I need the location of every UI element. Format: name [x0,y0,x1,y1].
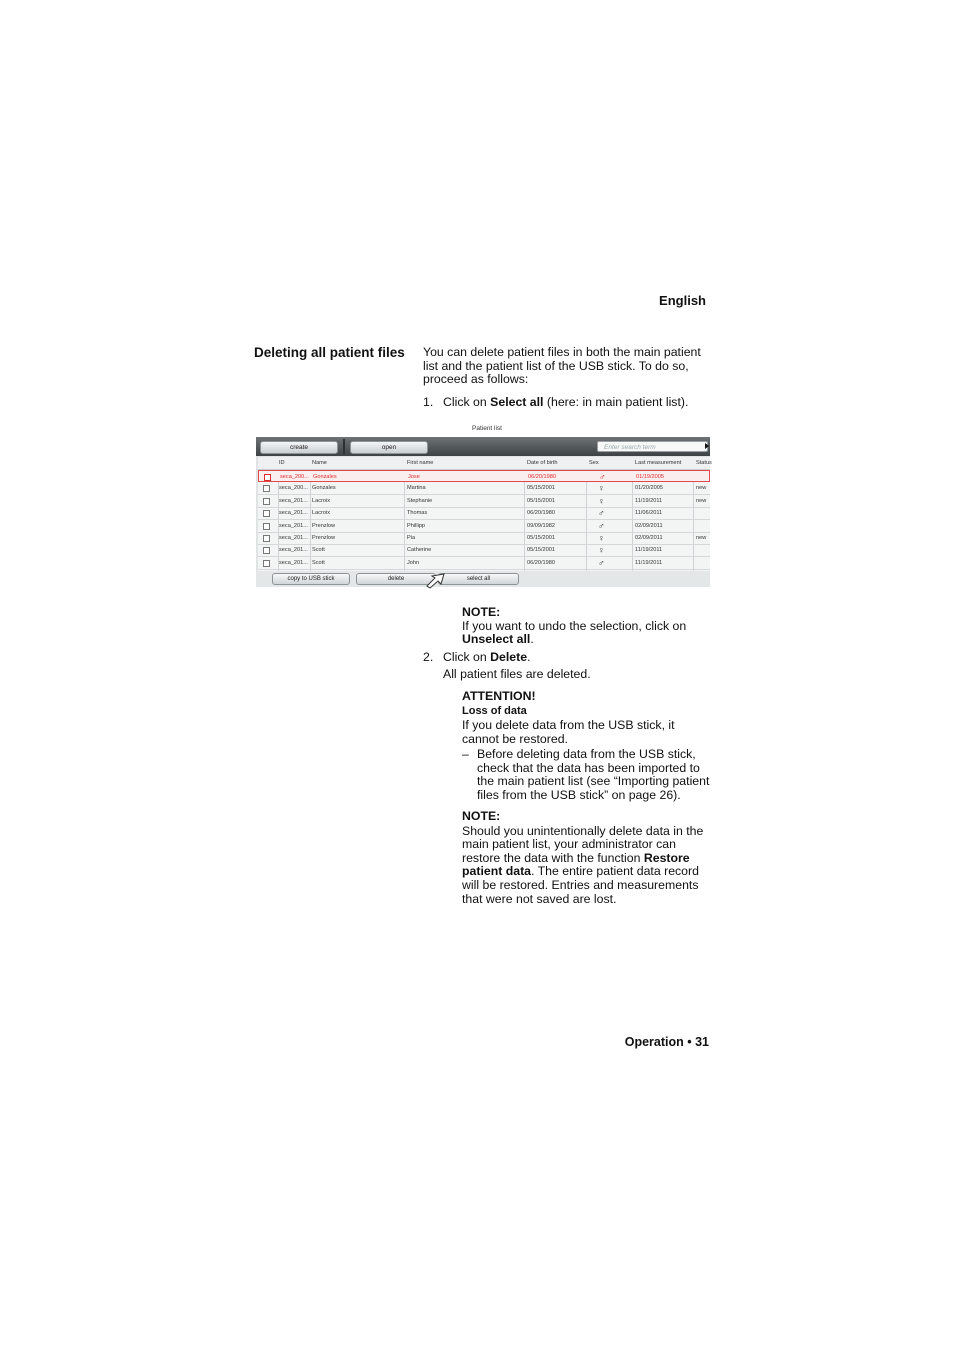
cell-dob: 06/20/1980 [527,510,555,517]
note-undo-selection [462,606,712,647]
screenshot-caption: Patient list [472,425,502,432]
intro-paragraph: You can delete patient files in both the main patient list and the patient list of the USB stick. To do so, proceed as follows: [423,345,701,387]
note-heading: NOTE: [462,605,501,619]
cell-first-name: Thomas [407,510,428,517]
cell-first-name: Jose [408,474,420,480]
cell-name: Lacroix [312,497,331,504]
cell-name: Scott [312,547,325,554]
cell-name: Prenzlow [312,535,336,541]
note-heading: NOTE: [462,809,501,823]
table-row[interactable] [258,532,710,545]
table-row[interactable] [258,544,710,557]
patient-list-screenshot [256,437,710,587]
step-1 [423,396,713,410]
cell-dob: 05/15/2001 [527,485,555,492]
step-1-number: 1. [423,395,434,409]
col-header-name[interactable]: Name [312,460,327,466]
table-row[interactable] [258,495,710,508]
cell-dob: 05/15/2001 [527,547,555,554]
cell-status: new [696,485,707,492]
attention-subheading: Loss of data [462,704,527,717]
cell-last-measurement: 02/09/2011 [635,535,663,541]
col-header-id[interactable]: ID [279,460,285,466]
cell-last-measurement: 11/19/2011 [635,547,663,554]
cell-id: seca_201... [279,535,308,541]
search-input[interactable]: Enter search term [597,441,708,452]
note-bold: Unselect all [462,632,531,647]
cell-first-name: John [407,559,420,566]
note-text: Should you unintentionally delete data in the main patient list, your administrator can restore the data with the function [462,823,704,865]
table-row[interactable] [258,520,710,533]
cell-first-name: Martina [407,485,426,492]
step-1-pre: Click on [443,395,491,409]
attention-bullet-text: Before deleting data from the USB stick, check that the data has been imported to the main patient list (see “Importing patient files from the USB stick” on page 26). [477,747,710,802]
cell-name: Lacroix [312,510,331,517]
cell-name: Prenzlow [312,522,336,529]
row-checkbox[interactable] [263,523,270,530]
female-icon: ♀ [598,483,605,494]
page-footer: Operation • 31 [624,1035,709,1049]
cell-last-measurement: 11/19/2011 [635,497,663,504]
table-row[interactable] [258,470,710,482]
cell-first-name: Phillipp [407,522,426,529]
select-all-button[interactable]: select all [438,573,519,585]
note-end: . The entire patient data record will be restored. Entries and measurements that were not saved are lost. [462,864,699,906]
cell-id: seca_201... [279,510,308,517]
copy-to-usb-button[interactable]: copy to USB stick [272,573,350,585]
table-row[interactable] [258,507,710,520]
table-row[interactable] [258,482,710,495]
cell-last-measurement: 02/09/2011 [635,522,663,529]
cell-first-name: Catherine [407,547,432,554]
step-1-bold: Select all [490,395,544,409]
col-header-last-measurement[interactable]: Last measurement [635,460,682,466]
attention-heading: ATTENTION! [462,689,536,703]
cell-last-measurement: 11/06/2011 [635,510,663,517]
row-checkbox[interactable] [263,535,270,542]
col-header-dob[interactable]: Date of birth [527,460,558,466]
bottom-bar [256,571,710,587]
step-2-pre: Click on [443,650,491,664]
row-checkbox[interactable] [263,485,270,492]
male-icon: ♂ [598,508,605,519]
note-bold: Restore patient data [462,850,690,879]
cell-name: Gonzales [313,474,337,480]
open-button[interactable]: open [350,441,428,454]
female-icon: ♀ [598,495,605,506]
language-label: English [659,293,706,308]
step-1-post: (here: in main patient list). [543,395,689,409]
row-checkbox[interactable] [263,498,270,505]
note-end: . [530,632,534,647]
step-2-post: . [527,650,531,664]
cell-dob: 09/09/1982 [527,522,555,529]
step-2 [423,651,713,665]
cell-last-measurement: 01/19/2005 [636,474,664,480]
table-row[interactable] [258,557,710,570]
search-arrow-icon[interactable] [705,443,709,449]
cell-id: seca_200... [280,474,309,480]
delete-button[interactable]: delete [356,573,436,585]
cell-id: seca_201... [279,547,308,554]
note-restore [462,810,712,906]
cell-name: Scott [312,559,325,566]
cell-last-measurement: 11/19/2011 [635,559,663,566]
cell-first-name: Stephanie [407,497,433,504]
cell-status: new [696,497,707,504]
step-2-bold: Delete [490,650,528,664]
col-header-status[interactable]: Status [696,460,712,466]
cell-name: Gonzales [312,485,336,492]
cell-last-measurement: 01/20/2005 [635,485,663,492]
male-icon: ♂ [598,520,605,531]
female-icon: ♀ [598,533,605,543]
cell-first-name: Pia [407,535,416,541]
pointer-cursor-icon [426,572,450,588]
dash-marker: – [462,747,469,761]
note-text: If you want to undo the selection, click on [462,618,687,633]
row-checkbox[interactable] [263,547,270,554]
male-icon: ♂ [599,472,606,482]
cell-status: new [696,535,707,541]
cell-dob: 05/15/2001 [527,535,555,541]
col-header-first-name[interactable]: First name [407,460,434,466]
step-2-number: 2. [423,650,434,664]
step-2-result: All patient files are deleted. [443,667,591,681]
section-title: Deleting all patient files [254,345,405,360]
table-header [258,457,710,470]
col-header-sex[interactable]: Sex [589,460,599,466]
attention-box [462,690,712,746]
toolbar [256,437,710,456]
patient-table [258,457,710,571]
row-checkbox[interactable] [263,560,270,567]
cell-dob: 06/20/1980 [527,559,555,566]
attention-text: If you delete data from the USB stick, it cannot be restored. [462,718,675,746]
cell-id: seca_201... [279,559,308,566]
cell-dob: 06/20/1980 [528,474,556,480]
female-icon: ♀ [598,545,605,556]
cell-id: seca_201... [279,497,308,504]
cell-id: seca_201... [279,522,308,529]
toolbar-divider [343,439,345,454]
male-icon: ♂ [598,557,605,568]
cell-id: seca_200... [279,485,308,492]
row-checkbox[interactable] [263,510,270,517]
create-button[interactable]: create [260,441,338,454]
row-checkbox[interactable] [264,474,271,481]
cell-dob: 05/15/2001 [527,497,555,504]
